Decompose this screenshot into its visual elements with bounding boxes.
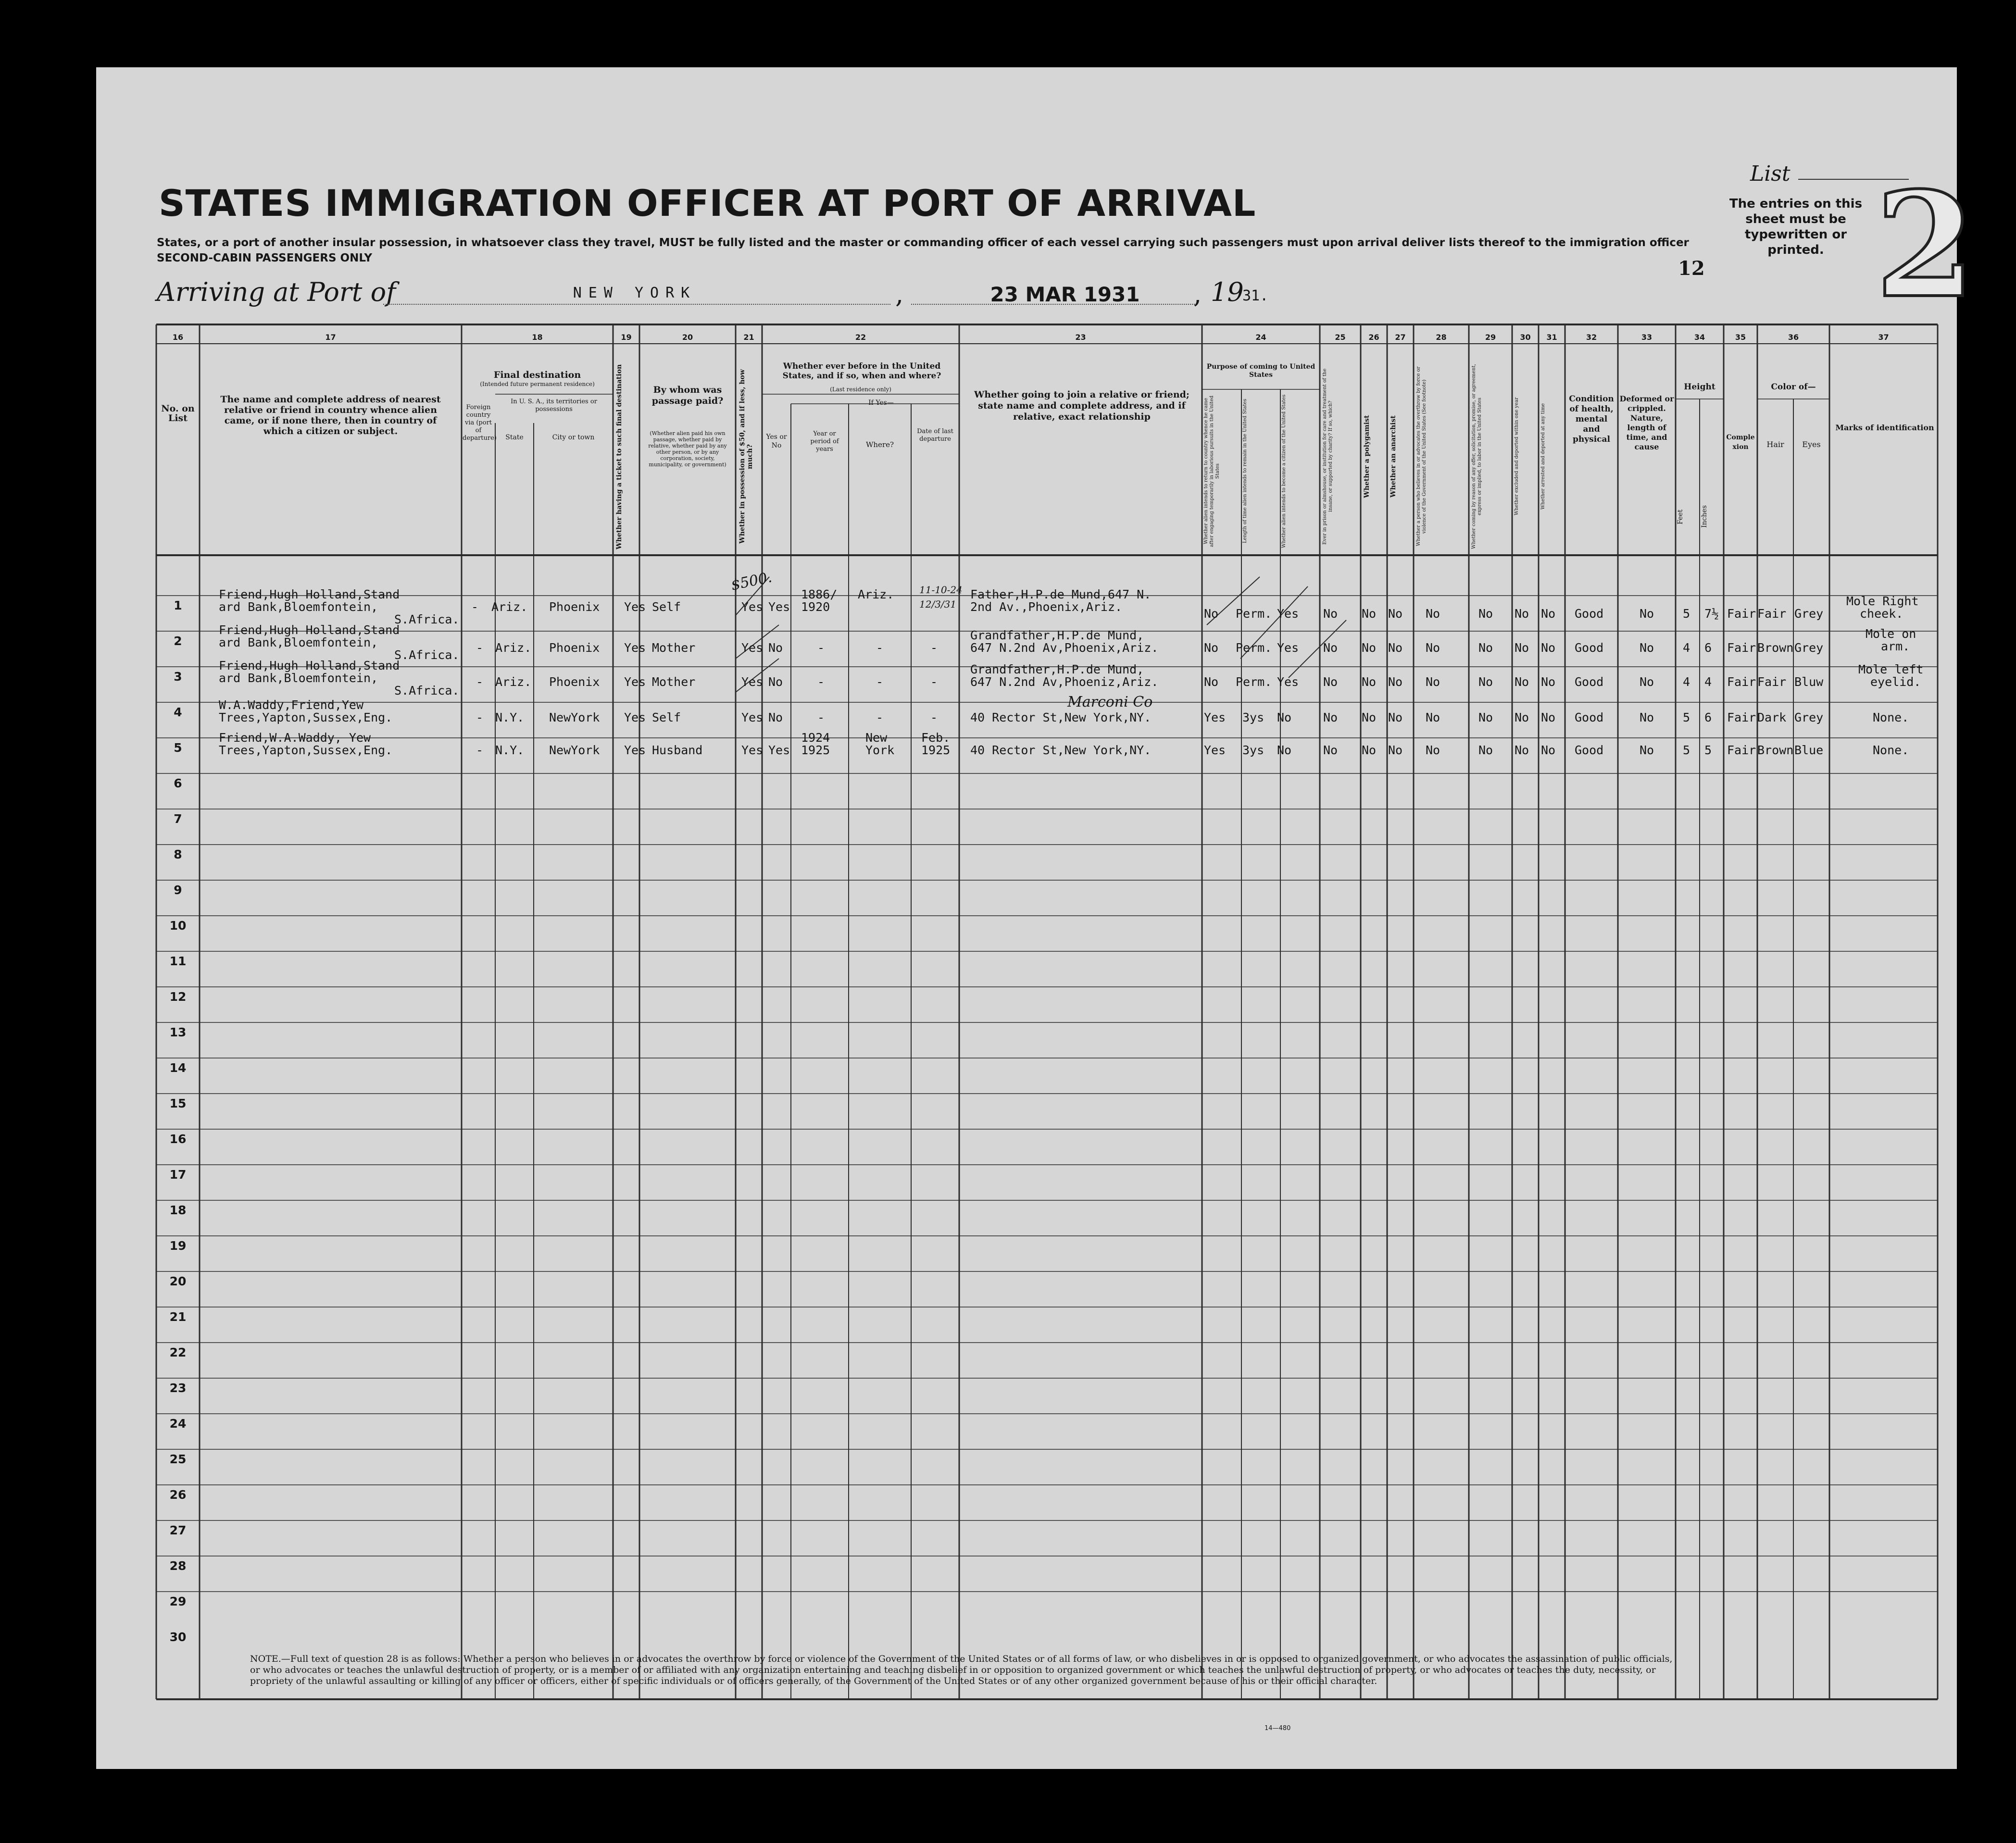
departure-cell: 1925 (921, 743, 951, 757)
eyes-cell: Blue (1794, 743, 1824, 757)
city-cell: NewYork (549, 743, 600, 757)
column-number: 17 (325, 333, 336, 342)
anarchist-cell: No (1388, 675, 1403, 689)
years-cell: - (817, 641, 825, 655)
height-feet-cell: 5 (1683, 710, 1690, 724)
arrested-cell: No (1541, 641, 1556, 655)
header-arrested: Whether arrested and deported at any time (1540, 403, 1546, 510)
return-home-cell: Yes (1204, 743, 1226, 757)
row-number: 20 (169, 1274, 187, 1288)
header-usa: In U. S. A., its territories or possessions (511, 398, 597, 413)
offer-cell: No (1478, 607, 1493, 621)
row-number: 19 (169, 1239, 187, 1253)
offer-cell: No (1478, 675, 1493, 689)
entries-note: The entries on this sheet must be typewritten or printed. (1729, 197, 1863, 257)
header-length-stay: Length of time alien intends to remain in the United States (1242, 398, 1248, 544)
excluded-cell: No (1515, 675, 1529, 689)
header-height: Height (1684, 382, 1715, 392)
paid-by-cell: Husband (652, 743, 703, 757)
eyes-cell: Grey (1794, 607, 1824, 621)
row-number: 29 (169, 1594, 187, 1608)
hair-cell: Dark (1757, 710, 1787, 724)
column-number: 33 (1641, 333, 1653, 342)
row-number: 9 (174, 883, 182, 897)
separator-comma: , (1193, 279, 1202, 309)
money-cell: Yes (741, 743, 764, 757)
arrival-date-stamp: 23 MAR 1931 (990, 283, 1140, 306)
anarchist-cell: No (1388, 641, 1403, 655)
foreign-country-cell: - (471, 600, 479, 614)
city-cell: Phoenix (549, 641, 600, 655)
where-cell: - (876, 675, 884, 689)
header-if-yes: If Yes— (868, 399, 894, 407)
deformed-cell: No (1640, 607, 1654, 621)
row-number: 21 (169, 1310, 187, 1324)
page-title: STATES IMMIGRATION OFFICER AT PORT OF ARRIVAL (159, 182, 1256, 224)
header-offer: Whether coming by reason of any offer, solicitation, promise, or agreement, express or implied, to labor in the United States (1471, 364, 1482, 549)
height-feet-cell: 5 (1683, 743, 1690, 757)
marks-cell: None. (1873, 743, 1909, 757)
row-number: 16 (169, 1132, 187, 1146)
excluded-cell: No (1515, 743, 1529, 757)
relative-address: Friend,Hugh Holland,Stand (219, 659, 400, 672)
header-purpose: Purpose of coming to United States (1206, 363, 1315, 379)
column-number: 34 (1694, 333, 1705, 342)
anarchist-cell: No (1388, 743, 1403, 757)
header-money: Whether in possession of $50, and if less, how much? (739, 369, 754, 544)
year-prefix: 19 (1211, 277, 1244, 307)
height-inches-cell: 6 (1704, 710, 1712, 724)
hair-cell: Brown (1757, 743, 1794, 757)
length-stay-cell: 3ys (1242, 710, 1265, 724)
relative-address: S.Africa. (394, 648, 460, 662)
marks-cell: Mole Right (1846, 594, 1919, 608)
relative-address: Trees,Yapton,Sussex,Eng. (219, 743, 393, 757)
polygamist-cell: No (1362, 641, 1377, 655)
separator-comma: , (895, 279, 904, 309)
state-cell: N.Y. (495, 710, 525, 724)
column-number: 21 (743, 333, 754, 342)
paid-by-cell: Self (652, 600, 681, 614)
city-cell: Phoenix (549, 600, 600, 614)
deformed-cell: No (1640, 641, 1654, 655)
health-cell: Good (1575, 607, 1604, 621)
column-number: 20 (682, 333, 693, 342)
paid-by-cell: Mother (652, 675, 696, 689)
form-number: 14—480 (1265, 1725, 1291, 1732)
complexion-cell: Fair (1727, 641, 1756, 655)
row-number: 14 (169, 1061, 187, 1075)
row-number: 10 (169, 919, 187, 933)
ticket-cell: Yes (624, 600, 646, 614)
overthrow-cell: No (1426, 607, 1440, 621)
height-feet-cell: 4 (1683, 675, 1690, 689)
header-before-us-note: (Last residence only) (830, 386, 891, 393)
departure-cell: Feb. (921, 731, 951, 745)
year-suffix: 31. (1242, 287, 1269, 304)
relative-address: ard Bank,Bloemfontein, (219, 671, 378, 685)
complexion-cell: Fair (1727, 710, 1756, 724)
years-cell: - (817, 710, 825, 724)
paid-by-cell: Self (652, 710, 681, 724)
column-number: 22 (855, 333, 866, 342)
row-number: 2 (174, 634, 182, 648)
excluded-cell: No (1515, 641, 1529, 655)
column-number: 30 (1520, 333, 1531, 342)
header-last-departure: Date of last departure (917, 428, 953, 443)
citizen-cell: Yes (1277, 641, 1299, 655)
row-number: 13 (169, 1025, 187, 1039)
citizen-cell: No (1277, 710, 1292, 724)
relative-address: Friend,W.A.Waddy, Yew (219, 731, 371, 745)
header-year-period: Year or period of years (810, 430, 839, 453)
row-number: 6 (174, 776, 182, 790)
instructions-text: States, or a port of another insular possession, in whatsoever class they travel, MUST be fully listed and the master or commanding officer of each vessel carrying such passengers must upon arrival deliver lists thereof to the immigration officer (157, 237, 1689, 249)
ticket-cell: Yes (624, 675, 646, 689)
years-cell: 1924 (801, 731, 830, 745)
deformed-cell: No (1640, 675, 1654, 689)
row-number: 7 (174, 812, 182, 826)
row-number: 5 (174, 741, 182, 755)
column-number: 31 (1546, 333, 1557, 342)
header-paid-by-note: (Whether alien paid his own passage, whether paid by relative, whether paid by any other person, or by any corporation, society, municipality, or government) (648, 430, 727, 468)
column-number: 16 (172, 333, 184, 342)
header-paid-by: By whom was passage paid? (651, 385, 724, 406)
marks-cell: eyelid. (1870, 675, 1921, 689)
header-nearest-relative: The name and complete address of nearest relative or friend in country whence alien came, or if none there, then in country of which a citizen or subject. (220, 394, 441, 436)
column-number: 18 (532, 333, 543, 342)
length-stay-cell: 3ys (1242, 743, 1265, 757)
arriving-port-label: Arriving at Port of (157, 277, 396, 307)
column-number: 28 (1436, 333, 1447, 342)
row-number: 24 (169, 1417, 187, 1431)
header-final-destination: Final destination (493, 370, 581, 380)
join-relative-cell: 2nd Av.,Phoenix,Ariz. (970, 600, 1123, 614)
offer-cell: No (1478, 710, 1493, 724)
join-relative-cell: Grandfather,H.P.de Mund, (970, 628, 1144, 642)
foreign-country-cell: - (476, 743, 484, 757)
hair-cell: Brown (1757, 641, 1794, 655)
row-number: 25 (169, 1452, 187, 1466)
column-number: 36 (1788, 333, 1799, 342)
polygamist-cell: No (1362, 710, 1377, 724)
header-join-relative: Whether going to join a relative or friend; state name and complete address, and if relative, exact relationship (974, 389, 1190, 422)
before-us-cell: Yes (768, 743, 790, 757)
row-number: 12 (169, 990, 187, 1004)
money-note: $500. (729, 569, 774, 594)
complexion-cell: Fair (1727, 675, 1756, 689)
join-relative-cell: Grandfather,H.P.de Mund, (970, 662, 1144, 676)
join-relative-note: Marconi Co (1067, 694, 1153, 710)
eyes-cell: Bluw (1794, 675, 1824, 689)
manifest-sheet (96, 67, 1976, 1769)
join-relative-cell: 40 Rector St,New York,NY. (970, 710, 1152, 724)
list-label: List (1750, 162, 1791, 186)
row-number: 27 (169, 1523, 187, 1537)
polygamist-cell: No (1362, 743, 1377, 757)
header-inches: Inches (1701, 505, 1708, 528)
header-final-destination-note: (Intended future permanent residence) (480, 381, 595, 387)
height-feet-cell: 4 (1683, 641, 1690, 655)
anarchist-cell: No (1388, 710, 1403, 724)
before-us-cell: No (768, 641, 783, 655)
header-eyes: Eyes (1802, 440, 1821, 449)
eyes-cell: Grey (1794, 710, 1824, 724)
header-where: Where? (865, 440, 894, 449)
arrested-cell: No (1541, 743, 1556, 757)
row-number: 11 (169, 954, 187, 968)
hair-cell: Fair (1757, 607, 1787, 621)
height-inches-cell: 4 (1704, 675, 1712, 689)
join-relative-cell: 647 N.2nd Av,Phoeniz,Ariz. (970, 675, 1159, 689)
state-cell: N.Y. (495, 743, 525, 757)
row-number: 4 (174, 705, 182, 719)
overthrow-cell: No (1426, 710, 1440, 724)
height-inches-cell: 6 (1704, 641, 1712, 655)
column-number: 26 (1368, 333, 1379, 342)
header-state: State (505, 434, 524, 441)
relative-address: Friend,Hugh Holland,Stand (219, 587, 400, 601)
polygamist-cell: No (1362, 607, 1377, 621)
health-cell: Good (1575, 743, 1604, 757)
departure-cell: - (930, 641, 938, 655)
header-foreign-country: Foreign country via (port of departure) (463, 404, 497, 442)
departure-note: 12/3/31 (919, 598, 957, 610)
header-city: City or town (552, 434, 595, 441)
row-number: 1 (174, 598, 182, 612)
excluded-cell: No (1515, 607, 1529, 621)
years-cell: 1920 (801, 600, 830, 614)
header-polygamist: Whether a polygamist (1363, 415, 1371, 498)
header-deformed: Deformed or crippled. Nature, length of time, and cause (1619, 394, 1674, 451)
length-stay-cell: Perm. (1236, 675, 1272, 689)
column-number: 29 (1485, 333, 1496, 342)
arrested-cell: No (1541, 710, 1556, 724)
column-number: 19 (621, 333, 632, 342)
column-number: 25 (1335, 333, 1346, 342)
header-citizen: Whether alien intends to become a citizen of the United States (1281, 394, 1287, 548)
port-name: NEW YORK (573, 285, 697, 301)
header-color-of: Color of— (1771, 382, 1816, 392)
foreign-country-cell: - (476, 641, 484, 655)
row-number: 22 (169, 1345, 187, 1359)
departure-cell: - (930, 710, 938, 724)
column-number: 35 (1735, 333, 1746, 342)
anarchist-cell: No (1388, 607, 1403, 621)
row-number: 18 (169, 1203, 187, 1217)
relative-address: ard Bank,Bloemfontein, (219, 600, 378, 614)
column-number: 27 (1395, 333, 1406, 342)
prison-cell: No (1323, 641, 1338, 655)
row-number: 8 (174, 847, 182, 861)
column-number: 32 (1586, 333, 1597, 342)
header-no-on-list: No. on List (161, 403, 195, 423)
where-cell: Ariz. (858, 587, 894, 601)
column-number: 37 (1878, 333, 1889, 342)
years-cell: - (817, 675, 825, 689)
overthrow-cell: No (1426, 675, 1440, 689)
height-feet-cell: 5 (1683, 607, 1690, 621)
header-prison: Ever in prison or almshouse, or institution for care and treatment of the insane, or supported by charity? If so, which? (1322, 368, 1333, 545)
where-cell: - (876, 641, 884, 655)
header-hair: Hair (1766, 440, 1784, 449)
hair-cell: Fair (1757, 675, 1787, 689)
before-us-cell: No (768, 710, 783, 724)
before-us-cell: No (768, 675, 783, 689)
prison-cell: No (1323, 710, 1338, 724)
join-relative-cell: 40 Rector St,New York,NY. (970, 743, 1152, 757)
row-number: 26 (169, 1488, 187, 1502)
marks-cell: Mole on (1866, 627, 1916, 641)
return-home-cell: No (1204, 675, 1219, 689)
overthrow-cell: No (1426, 743, 1440, 757)
complexion-cell: Fair (1727, 743, 1756, 757)
state-cell: Ariz. (495, 641, 532, 655)
footnote-text: NOTE.—Full text of question 28 is as follows: Whether a person who believes in or advocates the overthrow by force or violence of the Government of the United States or of all forms of law, or who disbelieves in or is opposed to organized government, or who advocates the assassination of public officials, or who advocates or teaches the unlawful destruction of property, or is a member of or affiliated with any organization entertaining and teaching disbelief in or opposition to organized government or which teaches the unlawful destruction of property, or who advocates or teaches the duty, necessity, or propriety of the unlawful assaulting or killing of any officer or officers, either of specific individuals or of officers generally, of the Government of the United States or of any other organized government because of his or their official character. (250, 1654, 1673, 1686)
column-number: 24 (1255, 333, 1266, 342)
relative-address: S.Africa. (394, 612, 460, 626)
return-home-cell: No (1204, 641, 1219, 655)
stamp-number: 12 (1678, 257, 1705, 280)
money-cell: Yes (741, 641, 764, 655)
deformed-cell: No (1640, 743, 1654, 757)
where-cell: York (865, 743, 895, 757)
ticket-cell: Yes (624, 710, 646, 724)
height-inches-cell: 5 (1704, 743, 1712, 757)
polygamist-cell: No (1362, 675, 1377, 689)
foreign-country-cell: - (476, 675, 484, 689)
years-cell: 1886/ (801, 587, 838, 601)
header-anarchist: Whether an anarchist (1390, 415, 1397, 498)
relative-address: Trees,Yapton,Sussex,Eng. (219, 710, 393, 724)
header-marks: Marks of identification (1835, 423, 1934, 432)
row-number: 28 (169, 1559, 187, 1573)
prison-cell: No (1323, 607, 1338, 621)
deformed-cell: No (1640, 710, 1654, 724)
header-ticket: Whether having a ticket to such final destination (615, 364, 623, 549)
eyes-cell: Grey (1794, 641, 1824, 655)
sheet-number: 2 (1875, 160, 1976, 330)
prison-cell: No (1323, 743, 1338, 757)
state-cell: Ariz. (495, 675, 532, 689)
relative-address: W.A.Waddy,Friend,Yew (219, 698, 364, 712)
row-number: 3 (174, 670, 182, 684)
city-cell: NewYork (549, 710, 600, 724)
row-number: 15 (169, 1096, 187, 1110)
marks-cell: arm. (1881, 639, 1910, 653)
money-cell: Yes (741, 675, 764, 689)
citizen-cell: Yes (1277, 675, 1299, 689)
length-stay-cell: Perm. (1236, 607, 1272, 621)
marks-cell: cheek. (1860, 607, 1903, 621)
row-number: 17 (169, 1168, 187, 1182)
where-cell: New (865, 731, 888, 745)
marks-cell: Mole left (1858, 662, 1924, 676)
relative-address: S.Africa. (394, 684, 460, 697)
cabin-class-label: SECOND-CABIN PASSENGERS ONLY (157, 252, 373, 264)
header-excluded: Whether excluded and deported within one year (1514, 397, 1519, 516)
foreign-country-cell: - (476, 710, 484, 724)
excluded-cell: No (1515, 710, 1529, 724)
state-cell: Ariz. (491, 600, 528, 614)
ticket-cell: Yes (624, 743, 646, 757)
departure-note: 11-10-24 (919, 584, 963, 596)
column-number: 23 (1075, 333, 1086, 342)
offer-cell: No (1478, 743, 1493, 757)
relative-address: ard Bank,Bloemfontein, (219, 635, 378, 649)
header-before-us: Whether ever before in the United States, and if so, when and where? (782, 361, 941, 381)
before-us-cell: Yes (768, 600, 790, 614)
relative-address: Friend,Hugh Holland,Stand (219, 623, 400, 637)
ticket-cell: Yes (624, 641, 646, 655)
years-cell: 1925 (801, 743, 830, 757)
length-stay-cell: Perm. (1236, 641, 1272, 655)
paid-by-cell: Mother (652, 641, 696, 655)
citizen-cell: No (1277, 743, 1292, 757)
offer-cell: No (1478, 641, 1493, 655)
complexion-cell: Fair (1727, 607, 1756, 621)
header-yes-no: Yes or No (766, 433, 787, 449)
money-cell: Yes (741, 600, 764, 614)
header-return-home: Whether alien intends to return to country whence he came after engaging temporarily in laborious pursuits in the United States (1203, 395, 1220, 547)
join-relative-cell: Father,H.P.de Mund,647 N. (970, 587, 1152, 601)
return-home-cell: Yes (1204, 710, 1226, 724)
row-number: 23 (169, 1381, 187, 1395)
departure-cell: - (930, 675, 938, 689)
manifest-grid (96, 67, 1957, 1769)
marks-cell: None. (1873, 710, 1909, 724)
health-cell: Good (1575, 675, 1604, 689)
return-home-cell: No (1204, 607, 1219, 621)
header-complexion: Complexion (1726, 434, 1755, 451)
where-cell: - (876, 710, 884, 724)
overthrow-cell: No (1426, 641, 1440, 655)
arrested-cell: No (1541, 675, 1556, 689)
citizen-cell: Yes (1277, 607, 1299, 621)
header-overthrow: Whether a person who believes in or advocates the overthrow by force or violence of the Government of the United States (See footnote) (1416, 366, 1427, 547)
header-health: Condition of health, mental and physical (1569, 394, 1614, 444)
height-inches-cell: 7½ (1704, 607, 1719, 621)
health-cell: Good (1575, 641, 1604, 655)
row-number: 30 (169, 1630, 187, 1644)
city-cell: Phoenix (549, 675, 600, 689)
join-relative-cell: 647 N.2nd Av,Phoenix,Ariz. (970, 641, 1159, 655)
prison-cell: No (1323, 675, 1338, 689)
money-cell: Yes (741, 710, 764, 724)
arrested-cell: No (1541, 607, 1556, 621)
header-feet: Feet (1677, 509, 1684, 524)
health-cell: Good (1575, 710, 1604, 724)
